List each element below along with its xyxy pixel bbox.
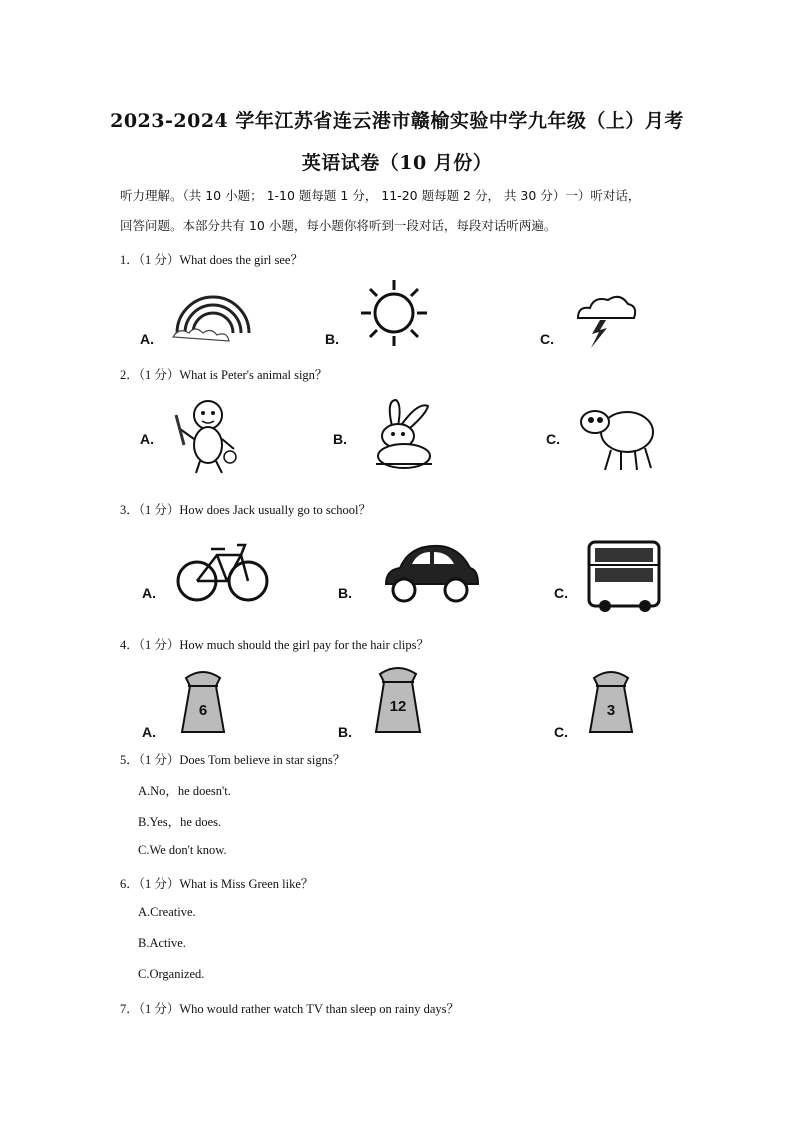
- question-6: 6．（1 分）What is Miss Green like？: [120, 877, 314, 891]
- bag-icon: [180, 668, 226, 734]
- q6-option-c: C.Organized.: [138, 967, 205, 981]
- car-icon: [380, 538, 480, 608]
- q5-option-c: C.We don't know.: [138, 843, 227, 857]
- q3-option-c-label: C.: [554, 585, 568, 601]
- question-3: 3．（1 分）How does Jack usually go to school？: [120, 503, 372, 517]
- rabbit-icon: [362, 396, 444, 470]
- q2-option-b-label: B.: [333, 431, 347, 447]
- q4-option-a-label: A.: [142, 724, 156, 740]
- thunderstorm-icon: [570, 290, 640, 352]
- q3-option-a-label: A.: [142, 585, 156, 601]
- q2-option-c-label: C.: [546, 431, 560, 447]
- monkey-icon: [168, 395, 246, 477]
- q1-option-a-label: A.: [140, 331, 154, 347]
- question-7: 7．（1 分）Who would rather watch TV than sleep on rainy days？: [120, 1002, 460, 1016]
- bag-price-label: 12: [389, 698, 407, 715]
- bicycle-icon: [175, 535, 270, 605]
- question-4: 4．（1 分）How much should the girl pay for the hair clips？: [120, 638, 429, 652]
- question-2: 2．（1 分）What is Peter's animal sign？: [120, 368, 328, 382]
- bag-a: [180, 668, 226, 734]
- bag-price-label: 3: [606, 702, 616, 719]
- instructions-line-2: 回答问题。本部分共有 10 小题，每小题你将听到一段对话，每段对话听两遍。: [120, 218, 557, 233]
- q4-option-b-label: B.: [338, 724, 352, 740]
- bag-c: [588, 668, 634, 734]
- bus-icon: [585, 538, 665, 614]
- q5-option-b: B.Yes，he does.: [138, 815, 222, 829]
- rainbow-icon: [165, 285, 260, 345]
- page-title: 2023-2024 学年江苏省连云港市赣榆实验中学九年级（上）月考: [110, 110, 684, 132]
- sun-icon: [358, 277, 430, 349]
- bag-price-label: 6: [198, 702, 208, 719]
- bag-b: [374, 664, 422, 734]
- question-5: 5．（1 分）Does Tom believe in star signs？: [120, 753, 346, 767]
- page-subtitle: 英语试卷（10 月份）: [301, 152, 493, 174]
- q2-option-a-label: A.: [140, 431, 154, 447]
- q6-option-b: B.Active.: [138, 936, 186, 950]
- bag-icon: [588, 668, 634, 734]
- q1-option-c-label: C.: [540, 331, 554, 347]
- instructions-line-1: 听力理解。（共 10 小题； 1-10 题每题 1 分， 11-20 题每题 2 分， 共 30 分）一）听对话，: [120, 188, 641, 203]
- question-1: 1．（1 分）What does the girl see？: [120, 253, 303, 267]
- q4-option-c-label: C.: [554, 724, 568, 740]
- q5-option-a: A.No，he doesn't.: [138, 784, 231, 798]
- q6-option-a: A.Creative.: [138, 905, 196, 919]
- q1-option-b-label: B.: [325, 331, 339, 347]
- q3-option-b-label: B.: [338, 585, 352, 601]
- sheep-icon: [575, 398, 657, 472]
